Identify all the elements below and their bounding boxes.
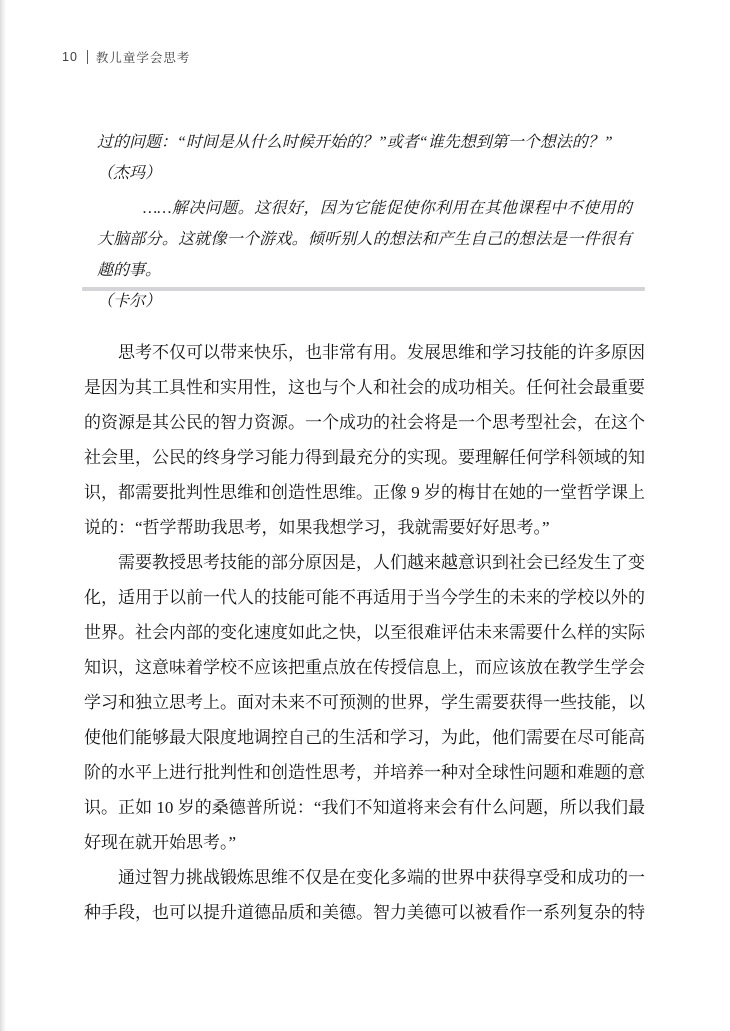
page-edge-shading [0, 0, 6, 1031]
book-title: 教儿童学会思考 [95, 51, 191, 65]
quote-text: 过的问题：“时间是从什么时候开始的？”或者“谁先想到第一个想法的？” [97, 134, 613, 151]
running-header [62, 48, 190, 66]
page-number: 10 [62, 50, 78, 64]
quote-block-jemma [97, 127, 632, 189]
main-body-text [84, 335, 645, 930]
header-rule-divider [87, 50, 88, 64]
section-divider-bar [82, 287, 645, 291]
body-paragraph: 思考不仅可以带来快乐，也非常有用。发展思维和学习技能的许多原因是因为其工具性和实用性，这也与个人和社会的成功相关。任何社会最重要的资源是其公民的智力资源。一个成功的社会将是一个思考型社会，在这个社会里，公民的终身学习能力得到最充分的实现。要理解任何学科领域的知识，都需要批判性思维和创造性思维。正像 9 岁的梅甘在她的一堂哲学课上说的：“哲学帮助我思考，如果我想学习，我就需要好好思考。” [84, 343, 645, 537]
body-paragraph: 需要教授思考技能的部分原因是，人们越来越意识到社会已经发生了变化，适用于以前一代人的技能可能不再适用于当今学生的未来的学校以外的世界。社会内部的变化速度如此之快，以至很难评估未来需要什么样的实际知识，这意味着学校不应该把重点放在传授信息上，而应该放在教学生学会学习和独立思考上。面对未来不可预测的世界，学生需要获得一些技能，以使他们能够最大限度地调控自己的生活和学习，为此，他们需要在尽可能高阶的水平上进行批判性和创造性思考，并培养一种对全球性问题和难题的意识。正如 10 岁的桑德普所说：“我们不知道将来会有什么问题，所以我们最好现在就开始思考。” [84, 553, 645, 852]
quote-attribution: （杰玛） [97, 165, 162, 182]
quote-block-carl [97, 193, 632, 317]
quote-attribution: （卡尔） [97, 293, 162, 310]
quote-text: ……解决问题。这很好，因为它能促使你利用在其他课程中不使用的大脑部分。这就像一个游戏。倾听别人的想法和产生自己的想法是一件很有趣的事。 [97, 200, 632, 279]
body-paragraph: 通过智力挑战锻炼思维不仅是在变化多端的世界中获得享受和成功的一种手段，也可以提升道德品质和美德。智力美德可以被看作一系列复杂的特 [84, 868, 645, 922]
